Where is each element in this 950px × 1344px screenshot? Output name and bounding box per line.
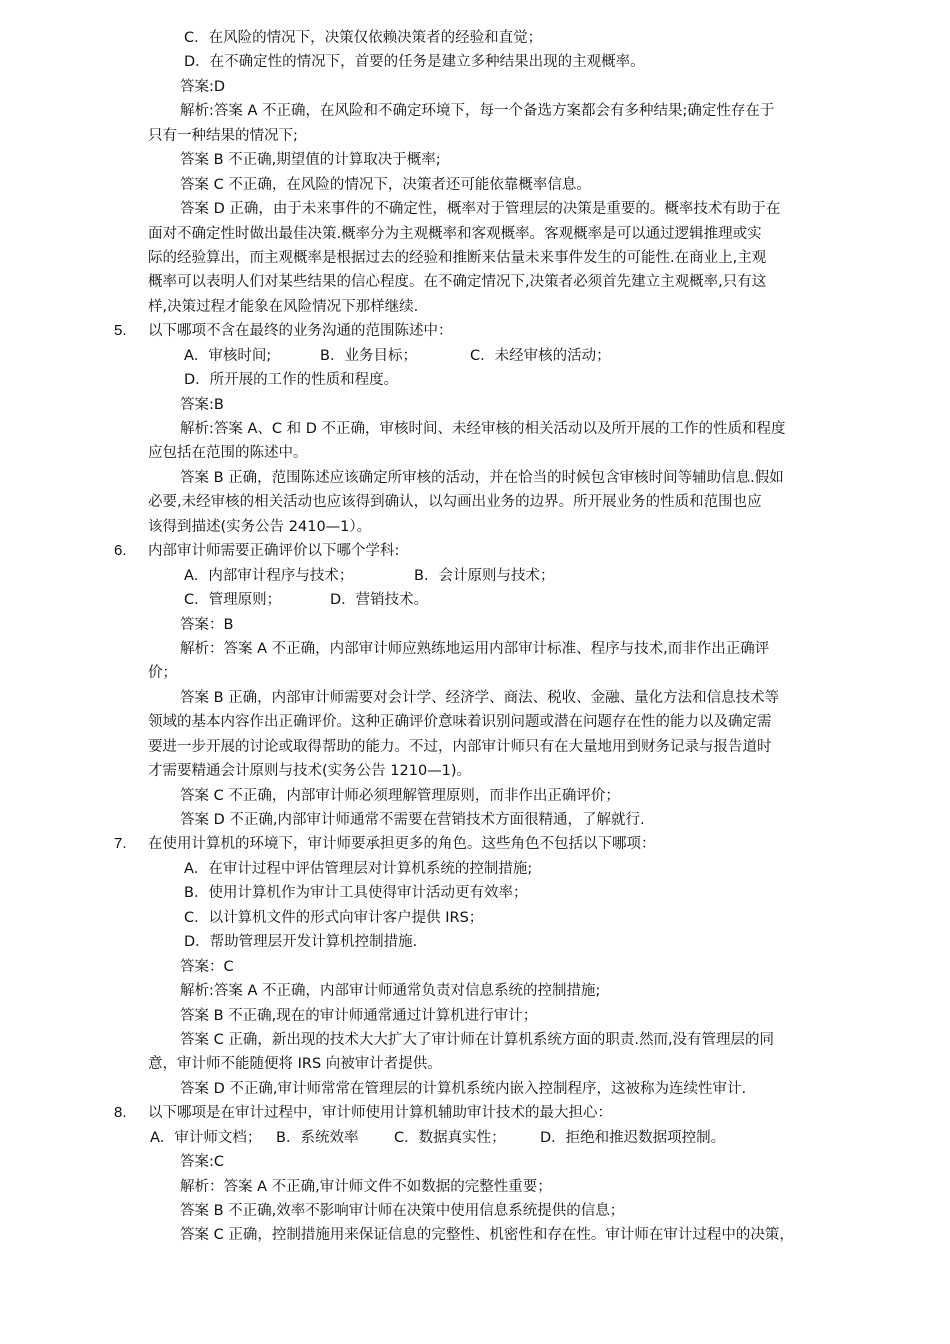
q5-explanation-line: 答案 B 正确，范围陈述应该确定所审核的活动，并在恰当的时候包含审核时间等辅助信息.假如 (180, 469, 784, 486)
q5-explanation-line: 该得到描述(实务公告 2410—1）。 (148, 518, 372, 535)
q6-explanation-line: 答案 D 不正确,内部审计师通常不需要在营销技术方面很精通，了解就行. (180, 812, 645, 828)
q7-option-a: A．在审计过程中评估管理层对计算机系统的控制措施; (184, 860, 533, 877)
q4-explanation-line: 际的经验算出，而主观概率是根据过去的经验和推断来估量未来事件发生的可能性.在商业上,主观 (148, 249, 767, 266)
q7-explanation-line: 解析:答案 A 不正确，内部审计师通常负责对信息系统的控制措施; (180, 983, 601, 1000)
q5-explanation-line: 应包括在范围的陈述中。 (148, 445, 308, 462)
q6-explanation-line: 解析：答案 A 不正确，内部审计师应熟练地运用内部审计标准、程序与技术,而非作出正确评 (180, 640, 770, 657)
q5-stem: 以下哪项不含在最终的业务沟通的范围陈述中： (148, 323, 453, 340)
q6-option-c: C．管理原则； (184, 592, 282, 609)
q6-stem: 内部审计师需要正确评价以下哪个学科: (148, 543, 400, 560)
q5-number: 5. (114, 322, 127, 340)
q5-explanation-line: 必要,未经审核的相关活动也应该得到确认，以勾画出业务的边界。所开展业务的性质和范围也应 (148, 494, 762, 511)
q4-explanation-line: 答案 D 正确，由于未来事件的不确定性，概率对于管理层的决策是重要的。概率技术有助于在 (180, 201, 781, 218)
q6-explanation-line: 要进一步开展的讨论或取得帮助的能力。不过，内部审计师只有在大量地用到财务记录与报告道时 (148, 738, 772, 755)
q7-stem-line (0, 832, 950, 856)
q5-option-b: B．业务目标； (320, 347, 417, 364)
q4-explanation-line: 解析:答案 A 不正确，在风险和不确定环境下，每一个备选方案都会有多种结果;确定性存在于 (180, 103, 775, 120)
q8-explanation-line: 解析：答案 A 不正确,审计师文件不如数据的完整性重要； (180, 1178, 552, 1195)
q6-option-b: B．会计原则与技术； (414, 567, 555, 584)
q4-explanation-line: 样,决策过程才能象在风险情况下那样继续. (148, 298, 419, 315)
q6-answer: 答案：B (180, 616, 234, 633)
q5-option-d: D．所开展的工作的性质和程度。 (184, 372, 399, 389)
q5-options-line (0, 344, 950, 368)
q7-stem: 在使用计算机的环境下，审计师要承担更多的角色。这些角色不包括以下哪项： (148, 836, 656, 853)
q6-explanation-line: 价； (148, 665, 177, 682)
q6-explanation-line: 才需要精通会计原则与技术(实务公告 1210—1)。 (148, 763, 472, 780)
q4-explanation-line: 面对不确定性时做出最佳决策.概率分为主观概率和客观概率。客观概率是可以通过逻辑推理或实 (148, 225, 762, 242)
q8-option-c: C．数据真实性； (394, 1129, 506, 1146)
q4-explanation-line: 只有一种结果的情况下; (148, 127, 298, 144)
q7-option-b: B．使用计算机作为审计工具使得审计活动更有效率； (184, 885, 528, 902)
q7-explanation-line: 答案 C 正确，新出现的技术大大扩大了审计师在计算机系统方面的职责.然而,没有管理层的同 (180, 1031, 775, 1048)
q6-options-line (0, 588, 950, 612)
q6-options-line (0, 564, 950, 588)
q4-answer: 答案:D (180, 78, 226, 95)
q8-option-b: B．系统效率 (276, 1129, 359, 1146)
q7-answer: 答案：C (180, 958, 234, 975)
q8-explanation-line: 答案 C 正确，控制措施用来保证信息的完整性、机密性和存在性。审计师在审计过程中的决策， (180, 1227, 794, 1244)
q7-explanation-line: 答案 D 不正确,审计师常常在管理层的计算机系统内嵌入控制程序，这被称为连续性审计. (180, 1080, 747, 1097)
q8-option-a: A．审计师文档； (150, 1129, 262, 1146)
q8-answer: 答案:C (180, 1154, 225, 1171)
q8-options-line (0, 1126, 950, 1150)
q8-stem: 以下哪项是在审计过程中，审计师使用计算机辅助审计技术的最大担心： (148, 1105, 612, 1122)
q6-explanation-line: 领域的基本内容作出正确评价。这种正确评价意味着识别问题或潜在问题存在性的能力以及确定需 (148, 714, 772, 731)
q5-option-c: C．未经审核的活动； (470, 347, 611, 364)
q5-option-a: A．审核时间; (184, 347, 272, 364)
q5-explanation-line: 解析:答案 A、C 和 D 不正确，审核时间、未经审核的相关活动以及所开展的工作的性质和程度 (180, 421, 786, 437)
q6-explanation-line: 答案 B 正确，内部审计师需要对会计学、经济学、商法、税收、金融、量化方法和信息技术等 (180, 689, 780, 706)
q6-stem-line (0, 539, 950, 563)
q8-number: 8. (114, 1104, 127, 1122)
q7-explanation-line: 意，审计师不能随便将 IRS 向被审计者提供。 (148, 1056, 442, 1073)
q5-answer: 答案:B (180, 396, 224, 413)
q6-option-a: A．内部审计程序与技术； (184, 567, 354, 584)
q4-explanation-line: 答案 B 不正确,期望值的计算取决于概率; (180, 152, 441, 169)
q5-stem-line (0, 319, 950, 343)
q7-explanation-line: 答案 B 不正确,现在的审计师通常通过计算机进行审计； (180, 1007, 538, 1024)
q6-explanation-line: 答案 C 不正确，内部审计师必须理解管理原则，而非作出正确评价； (180, 787, 620, 804)
q8-option-d: D．拒绝和推迟数据项控制。 (540, 1129, 726, 1146)
q8-stem-line (0, 1101, 950, 1125)
q7-option-c: C．以计算机文件的形式向审计客户提供 IRS； (184, 909, 484, 926)
q4-option-c: C．在风险的情况下，决策仅依赖决策者的经验和直觉； (184, 30, 543, 46)
q7-number: 7. (114, 835, 127, 853)
q7-option-d: D．帮助管理层开发计算机控制措施. (184, 934, 418, 951)
q6-number: 6. (114, 542, 127, 560)
q4-explanation-line: 概率可以表明人们对某些结果的信心程度。在不确定情况下,决策者必须首先建立主观概率,只有这 (148, 274, 767, 291)
q8-explanation-line: 答案 B 不正确,效率不影响审计师在决策中使用信息系统提供的信息； (180, 1203, 625, 1219)
q4-option-d: D．在不确定性的情况下，首要的任务是建立多种结果出现的主观概率。 (184, 54, 645, 71)
q4-explanation-line: 答案 C 不正确，在风险的情况下，决策者还可能依靠概率信息。 (180, 176, 591, 193)
q6-option-d: D．营销技术。 (330, 592, 429, 609)
